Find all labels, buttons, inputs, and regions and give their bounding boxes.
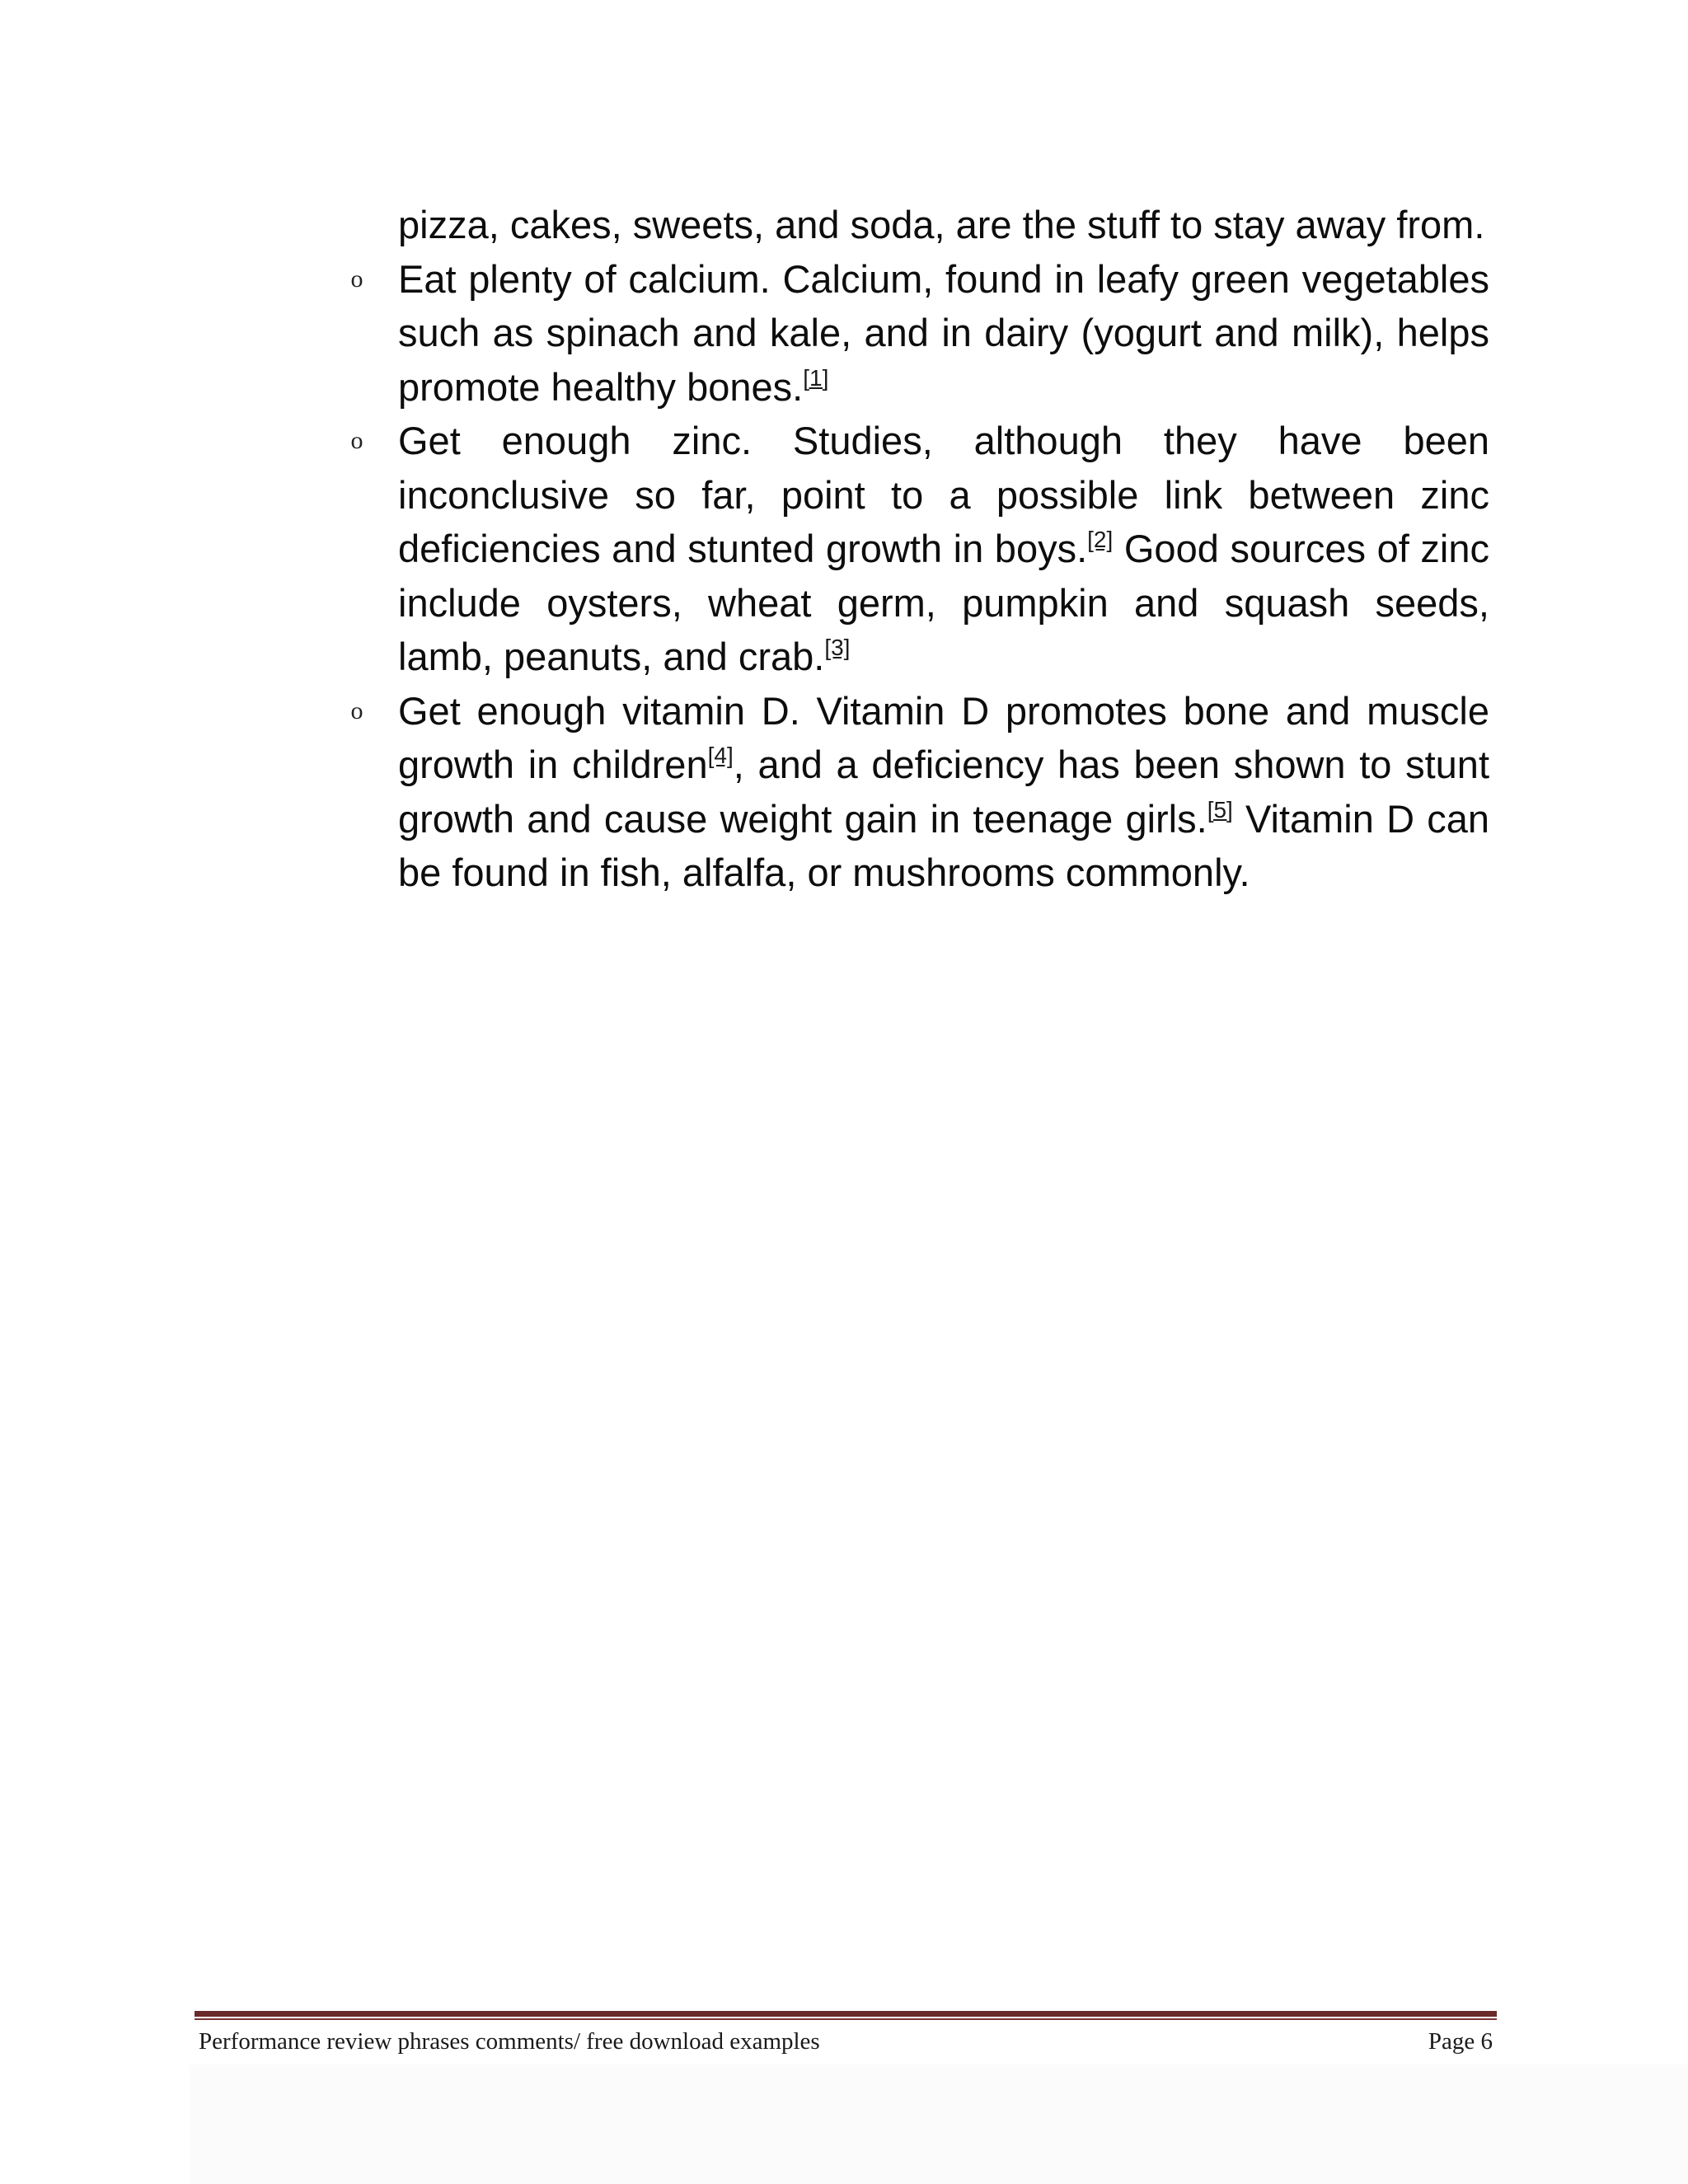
footer-title: Performance review phrases comments/ free download examples — [199, 2028, 820, 2055]
bullet-circle-icon: o — [350, 696, 363, 724]
footnote-ref-4[interactable]: [4] — [707, 743, 734, 768]
continuation-paragraph: pizza, cakes, sweets, and soda, are the stuff to stay away from. — [398, 203, 1485, 246]
footnote-ref-2[interactable]: [2] — [1087, 527, 1114, 552]
item-text: Get enough vitamin D. Vitamin D promotes bone and muscle growth in children — [398, 688, 1489, 786]
footnote-ref-3[interactable]: [3] — [824, 635, 851, 660]
footer-divider — [195, 2011, 1497, 2020]
item-text: , and a deficiency has been shown to stunt growth and cause weight gain in teenage girls. — [398, 743, 1489, 841]
page-footer — [199, 2025, 1493, 2058]
footnote-ref-1[interactable]: [1] — [803, 364, 829, 391]
footnote-ref-5[interactable]: [5] — [1207, 796, 1233, 823]
list-item-vitamin-d — [350, 684, 1489, 900]
page-number: Page 6 — [1428, 2028, 1493, 2055]
item-text: Get enough zinc. Studies, although they have been inconclusive so far, point to a possible link between zinc deficiencies and stunted growth in boys. — [398, 419, 1489, 570]
item-text: Eat plenty of calcium. Calcium, found in leafy green vegetables such as spinach and kale, and in dairy (yogurt and milk), helps promote healthy bones. — [398, 256, 1489, 409]
list-item-calcium — [350, 252, 1489, 415]
bullet-circle-icon: o — [350, 265, 363, 293]
page-bottom-shade — [190, 2064, 1688, 2184]
item-text: Vitamin D can be found in fish, alfalfa, or mushrooms commonly. — [398, 796, 1489, 894]
list-item-zinc — [350, 414, 1489, 684]
bullet-circle-icon: o — [350, 427, 363, 454]
bullet-list — [350, 252, 1489, 900]
body-text — [350, 198, 1489, 900]
item-text: Good sources of zinc include oysters, wheat germ, pumpkin and squash seeds, lamb, peanuts, and crab. — [398, 527, 1489, 678]
